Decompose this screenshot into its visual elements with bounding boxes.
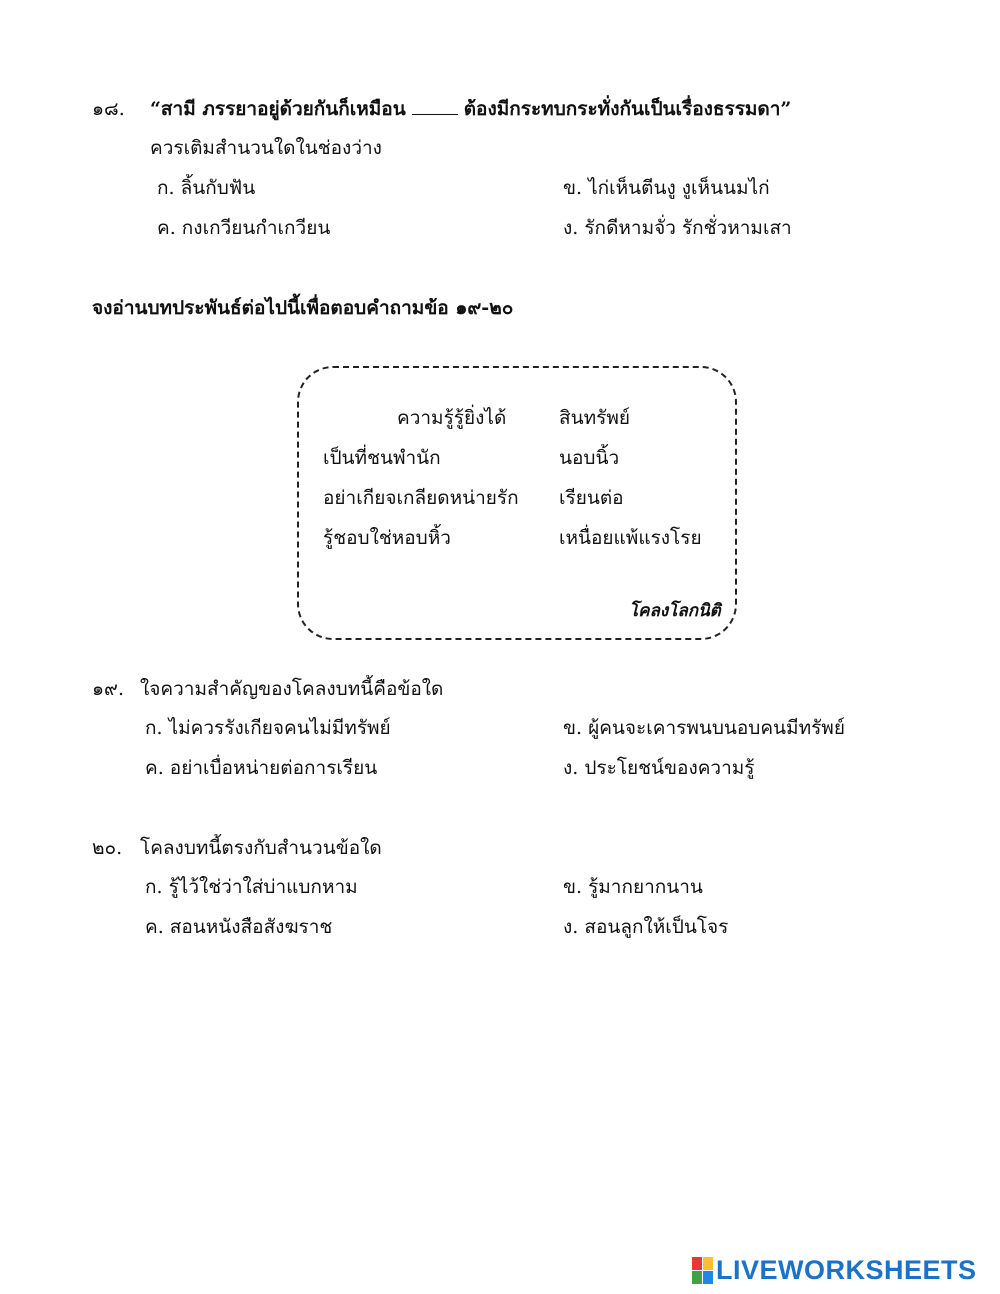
q19-choice-b[interactable]: ข. ผู้คนจะเคารพนบนอบคนมีทรัพย์ bbox=[563, 717, 845, 739]
q20-choice-a[interactable]: ก. รู้ไว้ใช่ว่าใส่บ่าแบกหาม bbox=[145, 876, 358, 898]
logo-icon-block-3 bbox=[692, 1271, 702, 1284]
q19-choice-d[interactable]: ง. ประโยชน์ของความรู้ bbox=[563, 757, 755, 779]
q18-number: ๑๘. bbox=[92, 98, 125, 120]
q18-choice-b[interactable]: ข. ไก่เห็นตีนงู งูเห็นนมไก่ bbox=[563, 177, 770, 199]
q18-prompt: ควรเติมสำนวนใดในช่องว่าง bbox=[150, 137, 382, 159]
q19-number: ๑๙. bbox=[92, 678, 125, 700]
q18-choice-c[interactable]: ค. กงเกวียนกำเกวียน bbox=[157, 217, 331, 239]
q19-choice-c[interactable]: ค. อย่าเบื่อหน่ายต่อการเรียน bbox=[145, 757, 378, 779]
liveworksheets-logo bbox=[692, 1255, 977, 1285]
poem-author: โคลงโลกนิติ bbox=[629, 601, 721, 621]
poem-line-1-left: ความรู้รู้ยิ่งได้ bbox=[397, 407, 507, 429]
q18-choice-a[interactable]: ก. ลิ้นกับฟัน bbox=[157, 177, 256, 199]
poem-line-4-right: เหนื่อยแพ้แรงโรย bbox=[559, 527, 702, 549]
poem-line-4-left: รู้ชอบใช่หอบหิ้ว bbox=[323, 527, 451, 549]
q20-number: ๒๐. bbox=[92, 837, 123, 859]
logo-icon-block-2 bbox=[703, 1257, 713, 1270]
poem-line-3-right: เรียนต่อ bbox=[559, 487, 624, 509]
poem-line-1-right: สินทรัพย์ bbox=[559, 407, 630, 429]
poem-instruction: จงอ่านบทประพันธ์ต่อไปนี้เพื่อตอบคำถามข้อ ๑๙-๒๐ bbox=[92, 297, 514, 319]
q18-quote bbox=[150, 97, 791, 121]
q18-answer-blank[interactable] bbox=[412, 98, 458, 115]
q19-prompt: ใจความสำคัญของโคลงบทนี้คือข้อใด bbox=[140, 678, 444, 700]
q20-choice-c[interactable]: ค. สอนหนังสือสังฆราช bbox=[145, 916, 333, 938]
q18-quote-open: “สามี ภรรยาอยู่ด้วยกันก็เหมือน bbox=[150, 98, 406, 120]
poem-line-3-left: อย่าเกียจเกลียดหน่ายรัก bbox=[323, 487, 519, 509]
q18-quote-close: ต้องมีกระทบกระทั่งกันเป็นเรื่องธรรมดา” bbox=[463, 98, 792, 120]
q19-choice-a[interactable]: ก. ไม่ควรรังเกียจคนไม่มีทรัพย์ bbox=[145, 717, 391, 739]
liveworksheets-logo-text: LIVEWORKSHEETS bbox=[716, 1254, 977, 1285]
poem-line-2-right: นอบนิ้ว bbox=[559, 447, 620, 469]
q20-choice-d[interactable]: ง. สอนลูกให้เป็นโจร bbox=[563, 916, 729, 938]
q20-choice-b[interactable]: ข. รู้มากยากนาน bbox=[563, 876, 703, 898]
q20-prompt: โคลงบทนี้ตรงกับสำนวนข้อใด bbox=[140, 837, 382, 859]
poem-box bbox=[297, 366, 737, 640]
liveworksheets-logo-icon bbox=[692, 1257, 713, 1284]
q18-choice-d[interactable]: ง. รักดีหามจั่ว รักชั่วหามเสา bbox=[563, 217, 792, 239]
logo-icon-block-1 bbox=[692, 1257, 702, 1270]
logo-icon-block-4 bbox=[703, 1271, 713, 1284]
poem-line-2-left: เป็นที่ชนพำนัก bbox=[323, 447, 441, 469]
